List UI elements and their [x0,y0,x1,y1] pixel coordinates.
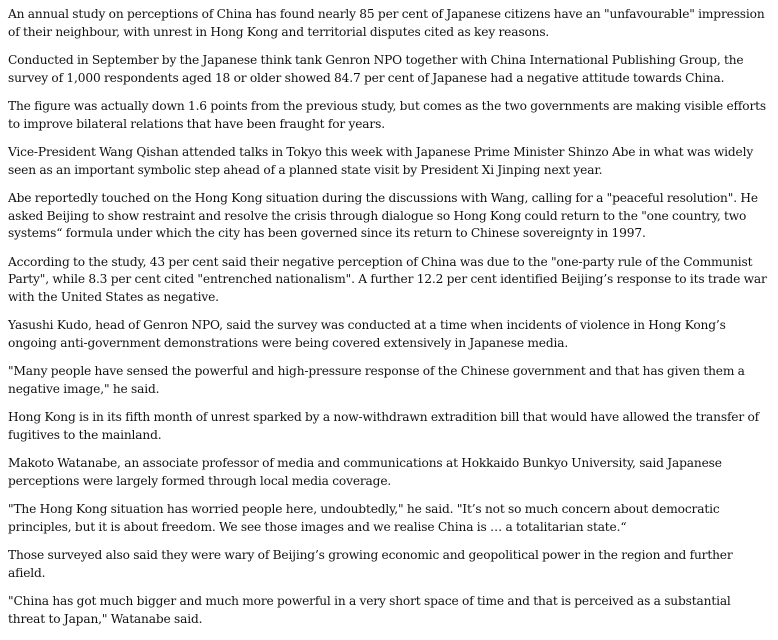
paragraph: Those surveyed also said they were wary of Beijing’s growing economic and geopolitical power in the region and further afield. [8,548,733,580]
paragraph: "The Hong Kong situation has worried people here, undoubtedly," he said. "It’s not so much concern about democratic principles, but it is about freedom. We see those images and we realise China is … a totalitarian state.“ [8,502,720,534]
paragraph: The figure was actually down 1.6 points from the previous study, but comes as the two governments are making visible efforts to improve bilateral relations that have been fraught for years. [8,99,766,131]
paragraph: According to the study, 43 per cent said their negative perception of China was due to the "one-party rule of the Communist Party", while 8.3 per cent cited "entrenched nationalism". A further 12.2 per cent identified Beijing’s response to its trade war with the United States as negative. [8,254,767,304]
paragraph: Hong Kong is in its fifth month of unrest sparked by a now-withdrawn extradition bill that would have allowed the transfer of fugitives to the mainland. [8,410,760,442]
paragraph: Conducted in September by the Japanese think tank Genron NPO together with China International Publishing Group, the survey of 1,000 respondents aged 18 or older showed 84.7 per cent of Japanese had a negative attitude towards China. [8,53,744,85]
paragraph: Yasushi Kudo, head of Genron NPO, said the survey was conducted at a time when incidents of violence in Hong Kong’s ongoing anti-government demonstrations were being covered extensively in Japanese media. [8,318,726,350]
paragraph: Makoto Watanabe, an associate professor of media and communications at Hokkaido Bunkyo University, said Japanese perceptions were largely formed through local media coverage. [8,456,722,488]
paragraph: Abe reportedly touched on the Hong Kong situation during the discussions with Wang, calling for a "peaceful resolution". He asked Beijing to show restraint and resolve the crisis through dialogue so Hong Kong could return to the "one country, two systems“ formula under which the city has been governed since its return to Chinese sovereignty in 1997. [8,191,758,240]
paragraph: "Many people have sensed the powerful and high-pressure response of the Chinese government and that has given them a negative image," he said. [8,364,745,396]
paragraph: An annual study on perceptions of China has found nearly 85 per cent of Japanese citizens have an "unfavourable" impression of their neighbour, with unrest in Hong Kong and territorial disputes cited as key reasons. [8,7,765,39]
paragraph: Vice-President Wang Qishan attended talks in Tokyo this week with Japanese Prime Minister Shinzo Abe in what was widely seen as an important symbolic step ahead of a planned state visit by President Xi Jinping next year. [8,145,754,177]
paragraph: "China has got much bigger and much more powerful in a very short space of time and that is perceived as a substantial threat to Japan," Watanabe said. [8,594,731,626]
